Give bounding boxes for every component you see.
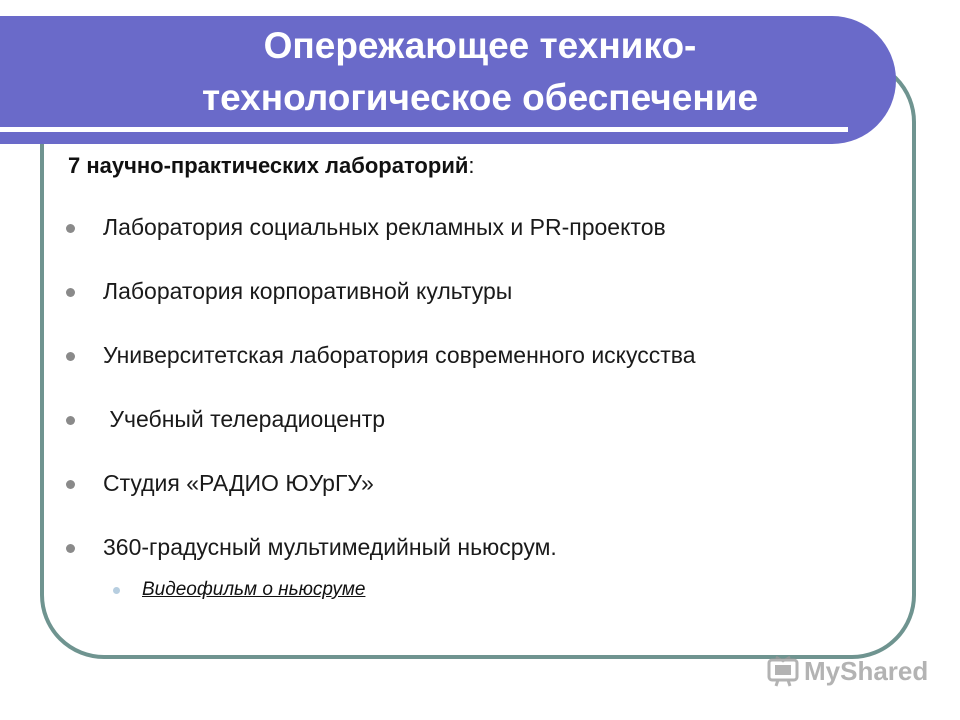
list-item bbox=[66, 402, 696, 466]
list-item-text: Лаборатория корпоративной культуры bbox=[103, 278, 513, 304]
bullet-dot-icon bbox=[66, 480, 75, 489]
video-link[interactable]: Видеофильм о ньюсруме bbox=[142, 579, 366, 600]
title-underline bbox=[0, 127, 848, 132]
slide-title bbox=[0, 20, 960, 124]
list-item-text: Учебный телерадиоцентр bbox=[103, 406, 386, 432]
watermark-text: MyShared bbox=[804, 655, 929, 686]
list-item-text: 360-градусный мультимедийный ньюсрум. bbox=[103, 534, 557, 560]
bullet-dot-icon bbox=[66, 416, 75, 425]
intro-bold: 7 научно-практических лабораторий bbox=[68, 153, 469, 178]
slide-title-line-1: Опережающее технико- bbox=[263, 25, 697, 66]
list-item bbox=[66, 466, 696, 530]
list-item-text: Университетская лаборатория современного искусства bbox=[103, 342, 696, 368]
bullet-dot-icon bbox=[66, 544, 75, 553]
bullet-dot-icon bbox=[66, 352, 75, 361]
intro-text bbox=[68, 152, 475, 180]
list-item-text: Лаборатория социальных рекламных и PR-проектов bbox=[103, 214, 666, 240]
bullet-dot-icon bbox=[66, 288, 75, 297]
bullet-list bbox=[66, 210, 696, 594]
bullet-dot-icon bbox=[66, 224, 75, 233]
list-item bbox=[66, 210, 696, 274]
slide-title-line-2: технологическое обеспечение bbox=[201, 77, 759, 118]
list-item bbox=[66, 338, 696, 402]
sub-list-item bbox=[113, 577, 365, 603]
sub-bullet-dot-icon bbox=[113, 587, 120, 594]
watermark bbox=[766, 654, 928, 688]
intro-suffix: : bbox=[468, 153, 475, 178]
list-item-text: Студия «РАДИО ЮУрГУ» bbox=[103, 470, 374, 496]
myshared-logo-icon bbox=[766, 654, 800, 688]
list-item bbox=[66, 274, 696, 338]
